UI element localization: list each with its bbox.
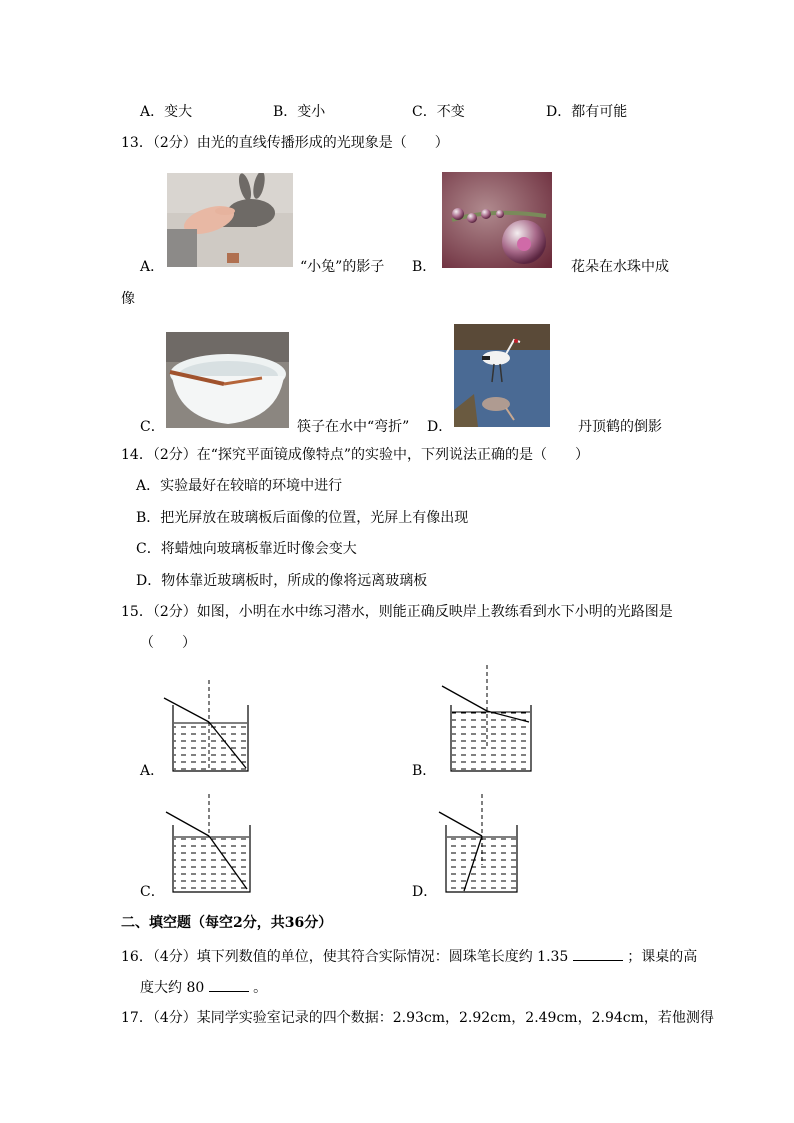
diagram-c [166, 794, 250, 892]
q16-line-1 [121, 946, 697, 966]
q15-option-a-label: A． [140, 763, 165, 779]
q13-option-b-label: B． [412, 259, 437, 275]
diagram-b [442, 665, 531, 771]
q13-option-c-caption: 筷子在水中“弯折” [297, 419, 410, 435]
q14-option-a: A．实验最好在较暗的环境中进行 [136, 478, 343, 494]
q12-option-c: C．不变 [412, 104, 465, 120]
q17-line-1: 17．（4分）某同学实验室记录的四个数据：2.93cm，2.92cm，2.49cm，2.94cm，若他测得 [121, 1010, 714, 1026]
q16-text-1: 16．（4分）填下列数值的单位，使其符合实际情况：圆珠笔长度约 1.35 [121, 949, 569, 965]
shadow-rabbit-photo [167, 173, 293, 267]
q13-option-d-label: D． [427, 419, 453, 435]
q12-option-d: D．都有可能 [546, 104, 628, 120]
q14-option-d: D．物体靠近玻璃板时，所成的像将远离玻璃板 [136, 573, 428, 589]
q13-option-a-label: A． [140, 259, 165, 275]
q16-line-2 [140, 977, 267, 997]
q16-text-4: 。 [253, 980, 268, 996]
section-title: 二、填空题（每空2分，共36分） [121, 915, 333, 931]
q14-option-c: C．将蜡烛向玻璃板靠近时像会变大 [136, 541, 357, 557]
q16-text-2: ；课桌的高 [627, 949, 698, 965]
q13-option-b-caption: 花朵在水珠中成 [571, 259, 669, 275]
q13-option-a-caption: “小兔”的影子 [300, 259, 385, 275]
diagram-d [439, 794, 517, 892]
crane-reflection-photo [454, 324, 550, 427]
q16-blank-1 [573, 946, 623, 961]
water-drop-flower-photo [442, 172, 552, 268]
q15-option-c-label: C． [140, 884, 165, 900]
diagram-a [164, 680, 248, 771]
q15-ray-diagrams [0, 660, 794, 920]
q14-stem: 14．（2分）在“探究平面镜成像特点”的实验中，下列说法正确的是（ ） [121, 447, 590, 463]
q15-stem-bracket: （ ） [140, 635, 196, 651]
q12-option-a: A．变大 [140, 104, 193, 120]
q13-option-c-label: C． [140, 419, 165, 435]
q16-blank-2 [209, 977, 249, 992]
q15-option-b-label: B． [412, 763, 437, 779]
q15-stem: 15．（2分）如图，小明在水中练习潜水，则能正确反映岸上教练看到水下小明的光路图是 [121, 604, 673, 620]
q12-option-b: B．变小 [273, 104, 326, 120]
q13-stem: 13．（2分）由光的直线传播形成的光现象是（ ） [121, 135, 449, 151]
q15-option-d-label: D． [412, 884, 438, 900]
q13-option-b-caption-continued: 像 [121, 291, 135, 307]
q13-option-d-caption: 丹顶鹤的倒影 [578, 419, 662, 435]
q14-option-b: B．把光屏放在玻璃板后面像的位置，光屏上有像出现 [136, 510, 469, 526]
q16-text-3: 度大约 80 [140, 980, 205, 996]
chopsticks-bowl-photo [166, 332, 289, 428]
